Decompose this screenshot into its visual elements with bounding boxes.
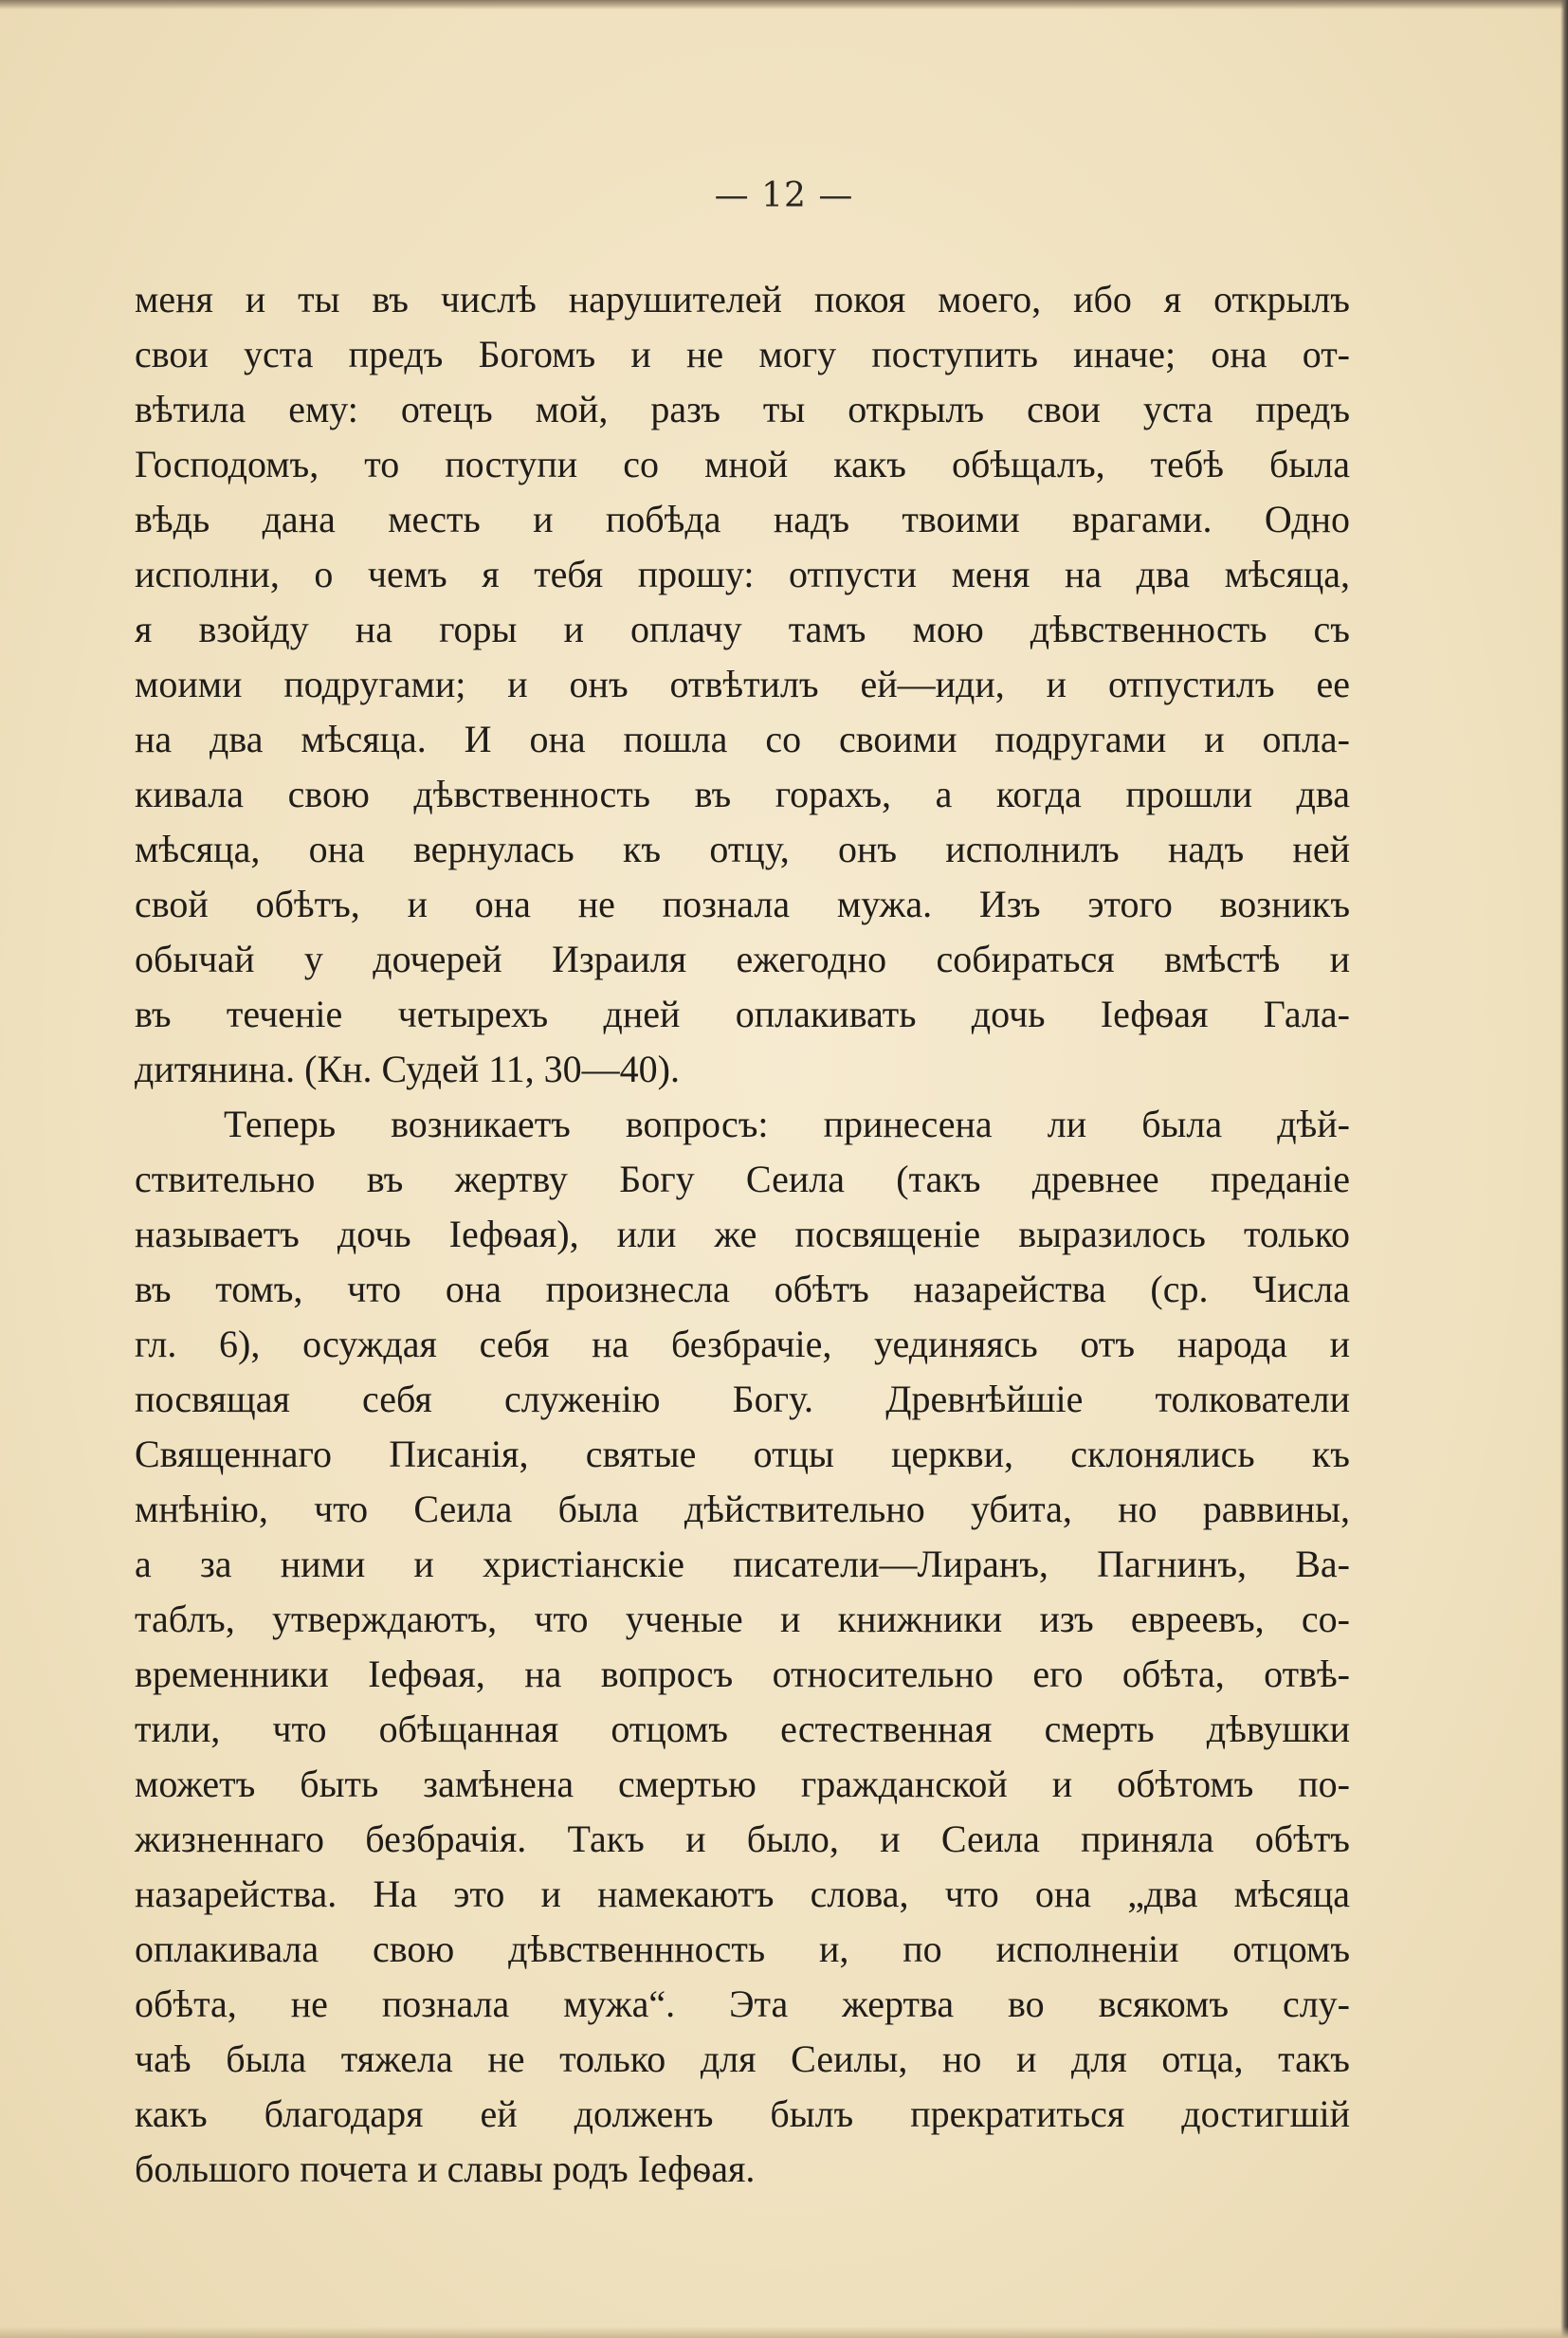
text-line: свои уста предъ Богомъ и не могу поступить иначе; она от-	[135, 333, 1350, 375]
text-line: на два мѣсяца. И она пошла со своими подругами и опла-	[135, 718, 1350, 760]
text-line: чаѣ была тяжела не только для Сеилы, но и для отца, такъ	[135, 2037, 1350, 2080]
text-line: а за ними и христіанскіе писатели—Лиранъ, Пагнинъ, Ва-	[135, 1543, 1350, 1585]
text-line: жизненнаго безбрачія. Такъ и было, и Сеила приняла обѣтъ	[135, 1817, 1350, 1860]
text-line: назарейства. На это и намекаютъ слова, что она „два мѣсяца	[135, 1872, 1350, 1915]
text-line: гл. 6), осуждая себя на безбрачіе, уединяясь отъ народа и	[135, 1323, 1350, 1365]
text-line: обѣта, не познала мужа“. Эта жертва во всякомъ слу-	[135, 1982, 1350, 2025]
text-line: свой обѣтъ, и она не познала мужа. Изъ этого возникъ	[135, 883, 1350, 925]
text-line: я взойду на горы и оплачу тамъ мою дѣвственность съ	[135, 608, 1350, 650]
text-line: какъ благодаря ей долженъ былъ прекратиться достигшій	[135, 2092, 1350, 2135]
text-line: Священнаго Писанія, святые отцы церкви, склонялись къ	[135, 1433, 1350, 1475]
text-line: исполни, о чемъ я тебя прошу: отпусти меня на два мѣсяца,	[135, 553, 1350, 595]
page-right-edge	[1560, 0, 1568, 2338]
text-line: кивала свою дѣвственность въ горахъ, а когда прошли два	[135, 773, 1350, 815]
text-line: называетъ дочь Іефѳая), или же посвященіе выразилось только	[135, 1213, 1350, 1255]
page-bottom-edge	[0, 2327, 1568, 2338]
text-line: обычай у дочерей Израиля ежегодно собираться вмѣстѣ и	[135, 938, 1350, 980]
text-line: вѣдь дана месть и побѣда надъ твоими врагами. Одно	[135, 498, 1350, 540]
page-number: — 12 —	[714, 176, 854, 215]
page-text	[135, 272, 1350, 2197]
paragraph-last-line: дитянина. (Кн. Судей 11, 30—40).	[135, 1048, 680, 1090]
text-line: мнѣнію, что Сеила была дѣйствительно убита, но раввины,	[135, 1488, 1350, 1530]
text-line: моими подругами; и онъ отвѣтилъ ей—иди, и отпустилъ ее	[135, 663, 1350, 705]
text-line: временники Іефѳая, на вопросъ относительно его обѣта, отвѣ-	[135, 1653, 1350, 1695]
text-line: тили, что обѣщанная отцомъ естественная смерть дѣвушки	[135, 1708, 1350, 1750]
paragraph-last-line: большого почета и славы родъ Іефѳая.	[135, 2147, 756, 2190]
text-line: Господомъ, то поступи со мной какъ обѣщалъ, тебѣ была	[135, 443, 1350, 485]
page-top-edge	[0, 0, 1568, 9]
text-line: мѣсяца, она вернулась къ отцу, онъ исполнилъ надъ ней	[135, 828, 1350, 870]
text-line: въ томъ, что она произнесла обѣтъ назарейства (ср. Числа	[135, 1268, 1350, 1310]
text-line: въ теченіе четырехъ дней оплакивать дочь Іефѳая Гала-	[135, 993, 1350, 1035]
text-line: вѣтила ему: отецъ мой, разъ ты открылъ свои уста предъ	[135, 388, 1350, 430]
text-line: меня и ты въ числѣ нарушителей покоя моего, ибо я открылъ	[135, 278, 1350, 320]
text-line: оплакивала свою дѣвственнность и, по исполненіи отцомъ	[135, 1927, 1350, 1970]
text-line: ствительно въ жертву Богу Сеила (такъ древнее преданіе	[135, 1158, 1350, 1200]
text-line: можетъ быть замѣнена смертью гражданской и обѣтомъ по-	[135, 1763, 1350, 1805]
paragraph-first-line: Теперь возникаетъ вопросъ: принесена ли была дѣй-	[224, 1103, 1350, 1145]
text-line: таблъ, утверждаютъ, что ученые и книжники изъ евреевъ, со-	[135, 1598, 1350, 1640]
text-line: посвящая себя служенію Богу. Древнѣйшіе толкователи	[135, 1378, 1350, 1420]
